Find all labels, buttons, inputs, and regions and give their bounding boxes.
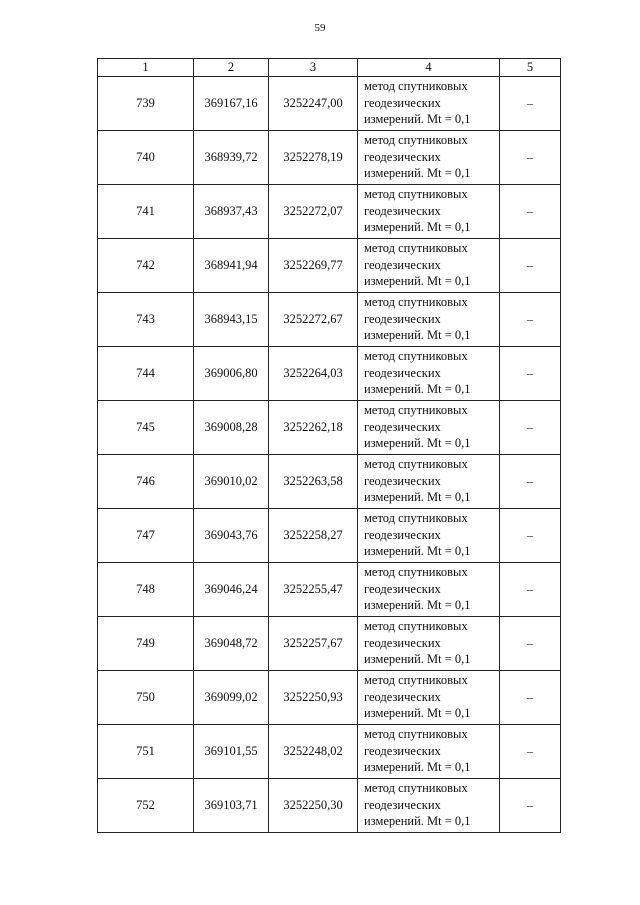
column-header-4: 4: [358, 59, 500, 77]
method-line: метод спутниковых: [364, 133, 468, 147]
y-coordinate-cell: 3252263,58: [269, 455, 358, 509]
x-coordinate-cell: 368939,72: [194, 131, 269, 185]
table-row: [98, 77, 561, 131]
note-cell: –: [500, 293, 561, 347]
x-coordinate-cell: 368943,15: [194, 293, 269, 347]
column-header-2: 2: [194, 59, 269, 77]
table-row: [98, 239, 561, 293]
table-row: [98, 509, 561, 563]
method-line: измерений. Mt = 0,1: [364, 706, 471, 720]
table-row: [98, 563, 561, 617]
method-line: геодезических: [364, 689, 441, 704]
column-header-1: 1: [98, 59, 194, 77]
x-coordinate-cell: 369010,02: [194, 455, 269, 509]
method-line: метод спутниковых: [364, 349, 468, 363]
method-line: метод спутниковых: [364, 79, 468, 93]
method-cell: [358, 455, 500, 509]
x-coordinate-cell: 369046,24: [194, 563, 269, 617]
y-coordinate-cell: 3252255,47: [269, 563, 358, 617]
method-line: метод спутниковых: [364, 187, 468, 201]
point-number-cell: 742: [98, 239, 194, 293]
method-line: измерений. Mt = 0,1: [364, 760, 471, 774]
method-line: измерений. Mt = 0,1: [364, 490, 471, 504]
method-line: измерений. Mt = 0,1: [364, 382, 471, 396]
method-cell: [358, 725, 500, 779]
coordinates-table: [97, 58, 561, 833]
column-header-3: 3: [269, 59, 358, 77]
y-coordinate-cell: 3252250,30: [269, 779, 358, 833]
method-line: метод спутниковых: [364, 295, 468, 309]
method-line: геодезических: [364, 311, 441, 326]
note-cell: –: [500, 77, 561, 131]
method-line: геодезических: [364, 527, 441, 542]
x-coordinate-cell: 369167,16: [194, 77, 269, 131]
method-line: измерений. Mt = 0,1: [364, 544, 471, 558]
method-line: геодезических: [364, 797, 441, 812]
method-cell: [358, 671, 500, 725]
method-cell: [358, 563, 500, 617]
table-row: [98, 347, 561, 401]
table-header-row: [98, 59, 561, 77]
note-cell: –: [500, 725, 561, 779]
method-line: метод спутниковых: [364, 457, 468, 471]
method-line: геодезических: [364, 635, 441, 650]
method-line: измерений. Mt = 0,1: [364, 652, 471, 666]
point-number-cell: 741: [98, 185, 194, 239]
method-line: метод спутниковых: [364, 403, 468, 417]
point-number-cell: 751: [98, 725, 194, 779]
method-cell: [358, 77, 500, 131]
y-coordinate-cell: 3252278,19: [269, 131, 358, 185]
point-number-cell: 739: [98, 77, 194, 131]
point-number-cell: 747: [98, 509, 194, 563]
method-line: геодезических: [364, 257, 441, 272]
table-row: [98, 131, 561, 185]
method-cell: [358, 779, 500, 833]
note-cell: –: [500, 185, 561, 239]
method-line: измерений. Mt = 0,1: [364, 112, 471, 126]
method-line: метод спутниковых: [364, 673, 468, 687]
x-coordinate-cell: 369006,80: [194, 347, 269, 401]
method-line: геодезических: [364, 581, 441, 596]
method-line: геодезических: [364, 203, 441, 218]
note-cell: –: [500, 455, 561, 509]
x-coordinate-cell: 369101,55: [194, 725, 269, 779]
table-row: [98, 293, 561, 347]
y-coordinate-cell: 3252272,07: [269, 185, 358, 239]
x-coordinate-cell: 369008,28: [194, 401, 269, 455]
note-cell: –: [500, 509, 561, 563]
x-coordinate-cell: 369099,02: [194, 671, 269, 725]
method-line: геодезических: [364, 365, 441, 380]
point-number-cell: 740: [98, 131, 194, 185]
point-number-cell: 745: [98, 401, 194, 455]
method-line: измерений. Mt = 0,1: [364, 328, 471, 342]
method-line: измерений. Mt = 0,1: [364, 436, 471, 450]
note-cell: –: [500, 779, 561, 833]
method-line: метод спутниковых: [364, 241, 468, 255]
y-coordinate-cell: 3252269,77: [269, 239, 358, 293]
method-line: измерений. Mt = 0,1: [364, 274, 471, 288]
y-coordinate-cell: 3252258,27: [269, 509, 358, 563]
method-cell: [358, 401, 500, 455]
x-coordinate-cell: 369043,76: [194, 509, 269, 563]
note-cell: –: [500, 671, 561, 725]
note-cell: –: [500, 131, 561, 185]
table-row: [98, 185, 561, 239]
note-cell: –: [500, 563, 561, 617]
x-coordinate-cell: 369048,72: [194, 617, 269, 671]
point-number-cell: 746: [98, 455, 194, 509]
table-row: [98, 779, 561, 833]
note-cell: –: [500, 347, 561, 401]
method-cell: [358, 185, 500, 239]
page-number: 59: [314, 22, 326, 34]
point-number-cell: 749: [98, 617, 194, 671]
method-cell: [358, 293, 500, 347]
y-coordinate-cell: 3252250,93: [269, 671, 358, 725]
method-line: геодезических: [364, 419, 441, 434]
y-coordinate-cell: 3252247,00: [269, 77, 358, 131]
note-cell: –: [500, 401, 561, 455]
x-coordinate-cell: 368941,94: [194, 239, 269, 293]
method-line: геодезических: [364, 473, 441, 488]
point-number-cell: 743: [98, 293, 194, 347]
method-cell: [358, 617, 500, 671]
y-coordinate-cell: 3252272,67: [269, 293, 358, 347]
y-coordinate-cell: 3252248,02: [269, 725, 358, 779]
point-number-cell: 744: [98, 347, 194, 401]
y-coordinate-cell: 3252257,67: [269, 617, 358, 671]
method-line: измерений. Mt = 0,1: [364, 814, 471, 828]
point-number-cell: 748: [98, 563, 194, 617]
point-number-cell: 752: [98, 779, 194, 833]
method-line: геодезических: [364, 743, 441, 758]
method-line: геодезических: [364, 149, 441, 164]
method-line: метод спутниковых: [364, 565, 468, 579]
method-cell: [358, 239, 500, 293]
y-coordinate-cell: 3252262,18: [269, 401, 358, 455]
note-cell: –: [500, 617, 561, 671]
table-row: [98, 455, 561, 509]
column-header-5: 5: [500, 59, 561, 77]
method-line: измерений. Mt = 0,1: [364, 598, 471, 612]
method-cell: [358, 131, 500, 185]
method-line: метод спутниковых: [364, 781, 468, 795]
method-cell: [358, 509, 500, 563]
method-line: измерений. Mt = 0,1: [364, 166, 471, 180]
method-line: метод спутниковых: [364, 511, 468, 525]
table-body: [98, 77, 561, 833]
method-line: геодезических: [364, 95, 441, 110]
method-line: метод спутниковых: [364, 727, 468, 741]
x-coordinate-cell: 369103,71: [194, 779, 269, 833]
x-coordinate-cell: 368937,43: [194, 185, 269, 239]
table-row: [98, 617, 561, 671]
y-coordinate-cell: 3252264,03: [269, 347, 358, 401]
table-row: [98, 401, 561, 455]
table-row: [98, 725, 561, 779]
table-row: [98, 671, 561, 725]
note-cell: –: [500, 239, 561, 293]
point-number-cell: 750: [98, 671, 194, 725]
method-line: измерений. Mt = 0,1: [364, 220, 471, 234]
method-cell: [358, 347, 500, 401]
method-line: метод спутниковых: [364, 619, 468, 633]
